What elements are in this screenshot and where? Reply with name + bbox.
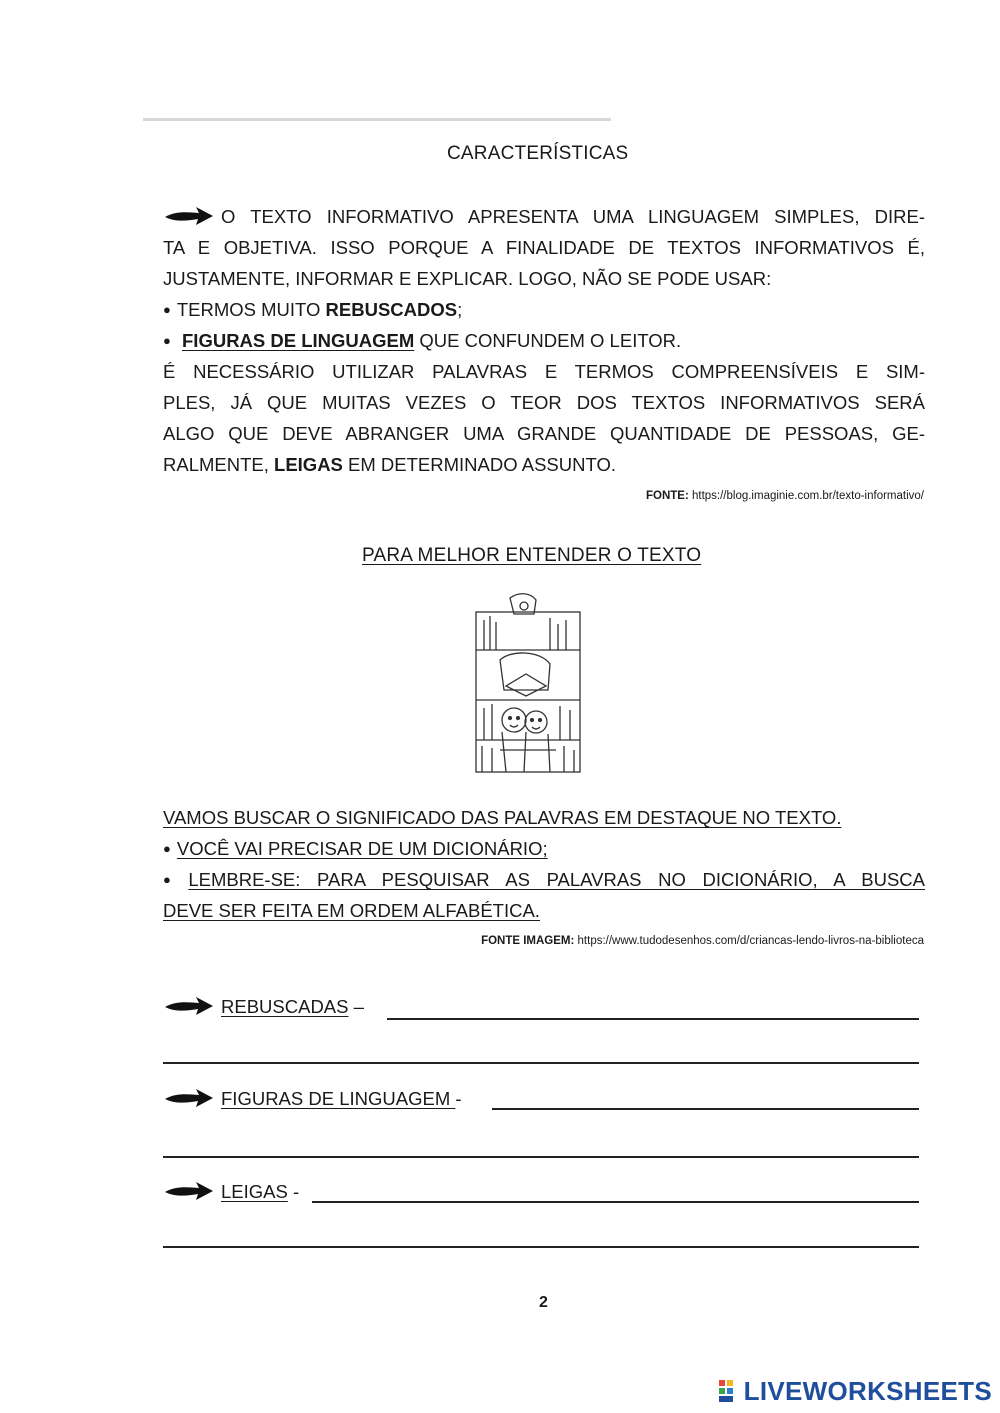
highlight-rebuscados: REBUSCADOS: [325, 299, 458, 320]
page-number: 2: [539, 1294, 548, 1311]
para-line-3: ALGO QUE DEVE ABRANGER UMA GRANDE QUANTIDADE DE PESSOAS, GE-: [163, 423, 925, 444]
answer-line-rebuscadas-2[interactable]: [163, 1062, 919, 1064]
intro-text-1: O TEXTO INFORMATIVO APRESENTA UMA LINGUAGEM SIMPLES, DIRE-: [221, 206, 925, 227]
answer-line-rebuscadas-1[interactable]: [387, 1018, 919, 1020]
answer-line-figuras-1[interactable]: [492, 1108, 919, 1110]
text-source-url: https://blog.imaginie.com.br/texto-informativo/: [688, 490, 924, 502]
liveworksheets-mark-icon: [719, 1380, 741, 1402]
bullet-rebuscados: [163, 294, 925, 325]
answer-line-leigas-2[interactable]: [163, 1246, 919, 1248]
vocab-word-figuras: FIGURAS DE LINGUAGEM: [221, 1088, 456, 1109]
instruction-main: VAMOS BUSCAR O SIGNIFICADO DAS PALAVRAS EM DESTAQUE NO TEXTO.: [163, 807, 842, 828]
vocab-item-rebuscadas: [163, 995, 364, 1018]
intro-line-3: JUSTAMENTE, INFORMAR E EXPLICAR. LOGO, NÃO SE PODE USAR:: [163, 268, 772, 289]
highlight-figuras-de-linguagem: FIGURAS DE LINGUAGEM: [182, 330, 415, 351]
liveworksheets-brand: LIVEWORKSHEETS: [743, 1376, 992, 1406]
vocab-word-rebuscadas: REBUSCADAS: [221, 996, 349, 1017]
instruction-remember-line-2: DEVE SER FEITA EM ORDEM ALFABÉTICA.: [163, 900, 540, 921]
section-title-understand: PARA MELHOR ENTENDER O TEXTO: [362, 545, 702, 566]
answer-line-figuras-2[interactable]: [163, 1156, 919, 1158]
para-line-4: [163, 449, 925, 480]
text-source-label: FONTE:: [645, 490, 689, 502]
bullet-figuras-post: QUE CONFUNDEM O LEITOR.: [414, 330, 682, 351]
bullet-dot-icon: ●: [163, 302, 171, 317]
arrow-pointer-icon: [163, 1087, 215, 1109]
vocab-sep-rebuscadas: –: [348, 996, 364, 1017]
vocab-word-leigas: LEIGAS: [221, 1181, 288, 1202]
bullet-rebuscados-post: ;: [457, 299, 463, 320]
liveworksheets-logo: [719, 1376, 992, 1407]
intro-line-1: [163, 201, 925, 232]
text-source: [646, 490, 924, 502]
image-source: [481, 935, 924, 947]
para-line-4-post: EM DETERMINADO ASSUNTO.: [342, 454, 616, 475]
arrow-pointer-icon: [163, 1180, 215, 1202]
instruction-remember-text: LEMBRE-SE: PARA PESQUISAR AS PALAVRAS NO DICIONÁRIO, A BUSCA: [188, 869, 925, 890]
bullet-dot-icon: ●: [163, 841, 171, 856]
vocab-item-figuras: [163, 1087, 462, 1110]
bullet-dot-icon: ●: [163, 333, 171, 348]
image-source-url: https://www.tudodesenhos.com/d/criancas-lendo-livros-na-biblioteca: [574, 935, 924, 947]
answer-line-leigas-1[interactable]: [312, 1201, 919, 1203]
arrow-pointer-icon: [163, 205, 215, 227]
arrow-pointer-icon: [163, 995, 215, 1017]
image-source-label: FONTE IMAGEM:: [481, 935, 575, 947]
bullet-figuras: [163, 325, 925, 356]
page-title: CARACTERÍSTICAS: [447, 143, 629, 164]
highlight-leigas: LEIGAS: [274, 454, 343, 475]
instruction-dictionary-text: VOCÊ VAI PRECISAR DE UM DICIONÁRIO;: [176, 838, 548, 859]
instruction-bullet-dictionary: [163, 833, 925, 864]
vocab-sep-leigas: -: [287, 1181, 300, 1202]
para-line-1: É NECESSÁRIO UTILIZAR PALAVRAS E TERMOS COMPREENSÍVEIS E SIM-: [163, 361, 925, 382]
para-line-4-pre: RALMENTE,: [163, 454, 275, 475]
para-line-2: PLES, JÁ QUE MUITAS VEZES O TEOR DOS TEXTOS INFORMATIVOS SERÁ: [163, 392, 925, 413]
bullet-dot-icon: ●: [163, 872, 183, 887]
intro-line-2: TA E OBJETIVA. ISSO PORQUE A FINALIDADE DE TEXTOS INFORMATIVOS É,: [163, 237, 925, 258]
instruction-bullet-remember: [163, 864, 925, 895]
vocab-item-leigas: [163, 1180, 299, 1203]
top-divider: [143, 118, 611, 121]
bullet-rebuscados-pre: TERMOS MUITO: [176, 299, 326, 320]
children-reading-illustration: [470, 590, 590, 782]
vocab-sep-figuras: -: [455, 1088, 462, 1109]
